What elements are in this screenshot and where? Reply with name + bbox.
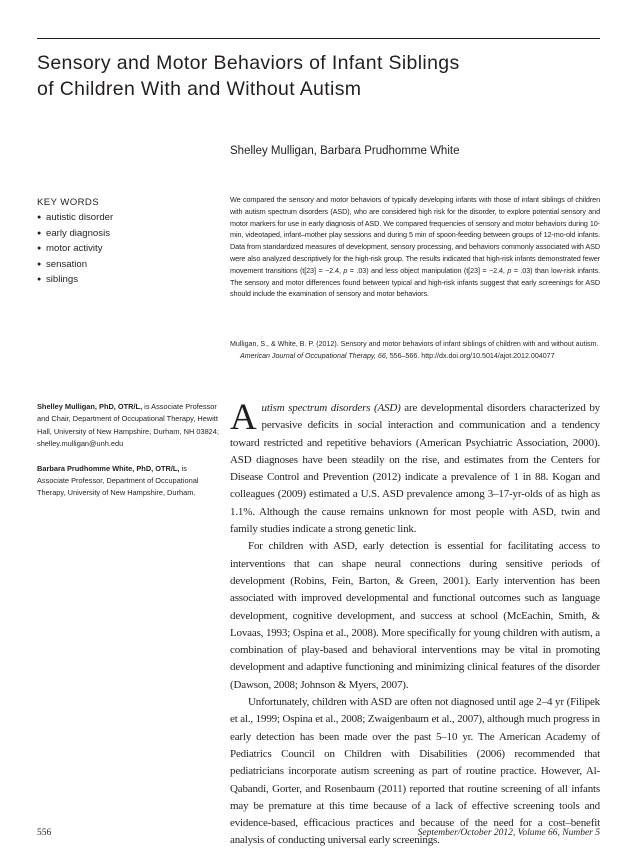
keyword-item: ● autistic disorder bbox=[37, 210, 217, 225]
author-affiliations bbox=[37, 401, 220, 512]
keyword-item: ● motor activity bbox=[37, 241, 217, 256]
body-paragraph-1-text: are developmental disorders characterized by pervasive deficits in social interaction and communication and a tendency toward restricted and repetitive behaviors (American Psychiatric Association, 2000). ASD diagnoses have been steadily on the rise, and estimates from the Centers for Disease Control and Prevention (2012) indicate a prevalence of 1 in 88. Kogan and colleagues (2009) estimated a U.S. ASD prevalence among 3–17-yr-olds of as high as 1.1%. Although the cause remains unknown for most people with ASD, twin and family studies indicate a strong genetic link. bbox=[230, 402, 601, 536]
keywords-block bbox=[37, 195, 217, 287]
body-paragraph-1 bbox=[230, 397, 601, 538]
abstract-stat-1: (t[23] = −2.4, bbox=[299, 265, 344, 275]
abstract-stat-2-post: = .03) than low-risk infants. bbox=[511, 265, 601, 275]
affiliation-1 bbox=[37, 401, 220, 451]
author-byline: Shelley Mulligan, Barbara Prudhomme White bbox=[230, 145, 460, 157]
keyword-item: ● siblings bbox=[37, 272, 217, 287]
citation-authors: Mulligan, S., & White, B. P. (2012). Sensory and motor behaviors of infant siblings of children with and without autism. bbox=[230, 340, 599, 348]
drop-cap: A bbox=[230, 397, 257, 438]
affiliation-1-text: is Associate Professor and Chair, Department of Occupational Therapy, Hewitt Hall, University of New Hampshire, Durham, NH 03824; shelley.mulligan@unh.edu bbox=[37, 402, 219, 449]
p-value-symbol: p bbox=[343, 265, 348, 275]
affiliation-2-text: is Associate Professor, Department of Occupational Therapy, University of New Hampshire, Durham. bbox=[37, 463, 199, 498]
abstract-conclusion: The sensory and motor differences found between typical and high-risk infants suggest that early screenings for ASD should include the examination of sensory and motor behaviors. bbox=[230, 277, 600, 299]
title-line-2: of Children With and Without Autism bbox=[37, 78, 362, 100]
title-line-1: Sensory and Motor Behaviors of Infant Siblings bbox=[37, 52, 460, 74]
affiliation-1-name: Shelley Mulligan, PhD, OTR/L, bbox=[37, 402, 143, 411]
p-value-symbol: p bbox=[507, 265, 512, 275]
citation-journal: American Journal of Occupational Therapy, 66, bbox=[240, 351, 388, 360]
abstract-stat-1-post: = .03) and less object manipulation (t[23] = −2.4, bbox=[347, 265, 508, 275]
keywords-list bbox=[37, 210, 217, 287]
body-paragraph-3: Unfortunately, children with ASD are often not diagnosed until age 2–4 yr (Filipek et al., 1999; Ospina et al., 2008; Zwaigenbaum et al., 2007), although much progress in early detection has been made over the past 5–10 yr. The American Academy of Pediatrics Council on Children with Disabilities (2006) recommended that pediatricians incorporate autism screening as part of routine practice. However, Al-Qabandi, Gorter, and Rosenbaum (2011) reported that routine screening of all infants may be premature at this time because of a lack of effective screening tools and evidence-based, efficacious practices and because of the need for a cost–benefit analysis of conducting universal early screenings. bbox=[230, 696, 600, 847]
abstract bbox=[230, 194, 600, 300]
citation-journal-line bbox=[230, 352, 555, 360]
journal-issue: September/October 2012, Volume 66, Number 5 bbox=[417, 828, 600, 838]
keyword-item: ● early diagnosis bbox=[37, 226, 217, 241]
affiliation-2 bbox=[37, 463, 220, 500]
keywords-heading: KEY WORDS bbox=[37, 197, 100, 208]
article-title bbox=[37, 50, 597, 102]
article-body bbox=[230, 397, 601, 850]
body-paragraph-2: For children with ASD, early detection is essential for facilitating access to interventions that can shape neural connections during sensitive periods of development (Robins, Fein, Barton, & Green, 2001). Early intervention has been associated with improved developmental and functional outcomes such as language development, cognitive development, and success at school (McEachin, Smith, & Lovaas, 1993; Ospina et al., 2008). More specifically for young children with autism, a combination of play-based and behavioral interventions may be vital in promoting development and adaptive functioning and minimizing clinical features of the disorder (Dawson, 2008; Johnson & Myers, 2007). bbox=[230, 540, 600, 691]
affiliation-2-name: Barbara Prudhomme White, PhD, OTR/L, bbox=[37, 463, 180, 473]
abstract-text: We compared the sensory and motor behaviors of typically developing infants with those of infant siblings of children with autism spectrum disorders (ASD), who are considered high risk for the disorder, to explore potential sensory and motor markers for use in early diagnosis of ASD. We compared frequencies of sensory and motor behaviors during 10-min, videotaped, infant–mother play sessions and during 5 min of spoon-feeding between groups of 12-mo-old infants. Data from standardized measures of development, sensory processing, and behaviors commonly associated with ASD were also analyzed descriptively for the high-risk group. The results indicated that high-risk infants demonstrated fewer movement transitions bbox=[230, 195, 600, 275]
body-italic-term: utism spectrum disorders (ASD) bbox=[261, 402, 401, 414]
citation-doi[interactable]: 556–566. http://dx.doi.org/10.5014/ajot.2012.004077 bbox=[387, 351, 555, 360]
top-rule bbox=[37, 38, 600, 39]
keyword-item: ● sensation bbox=[37, 257, 217, 272]
citation bbox=[230, 339, 600, 362]
page-number: 556 bbox=[37, 828, 52, 838]
